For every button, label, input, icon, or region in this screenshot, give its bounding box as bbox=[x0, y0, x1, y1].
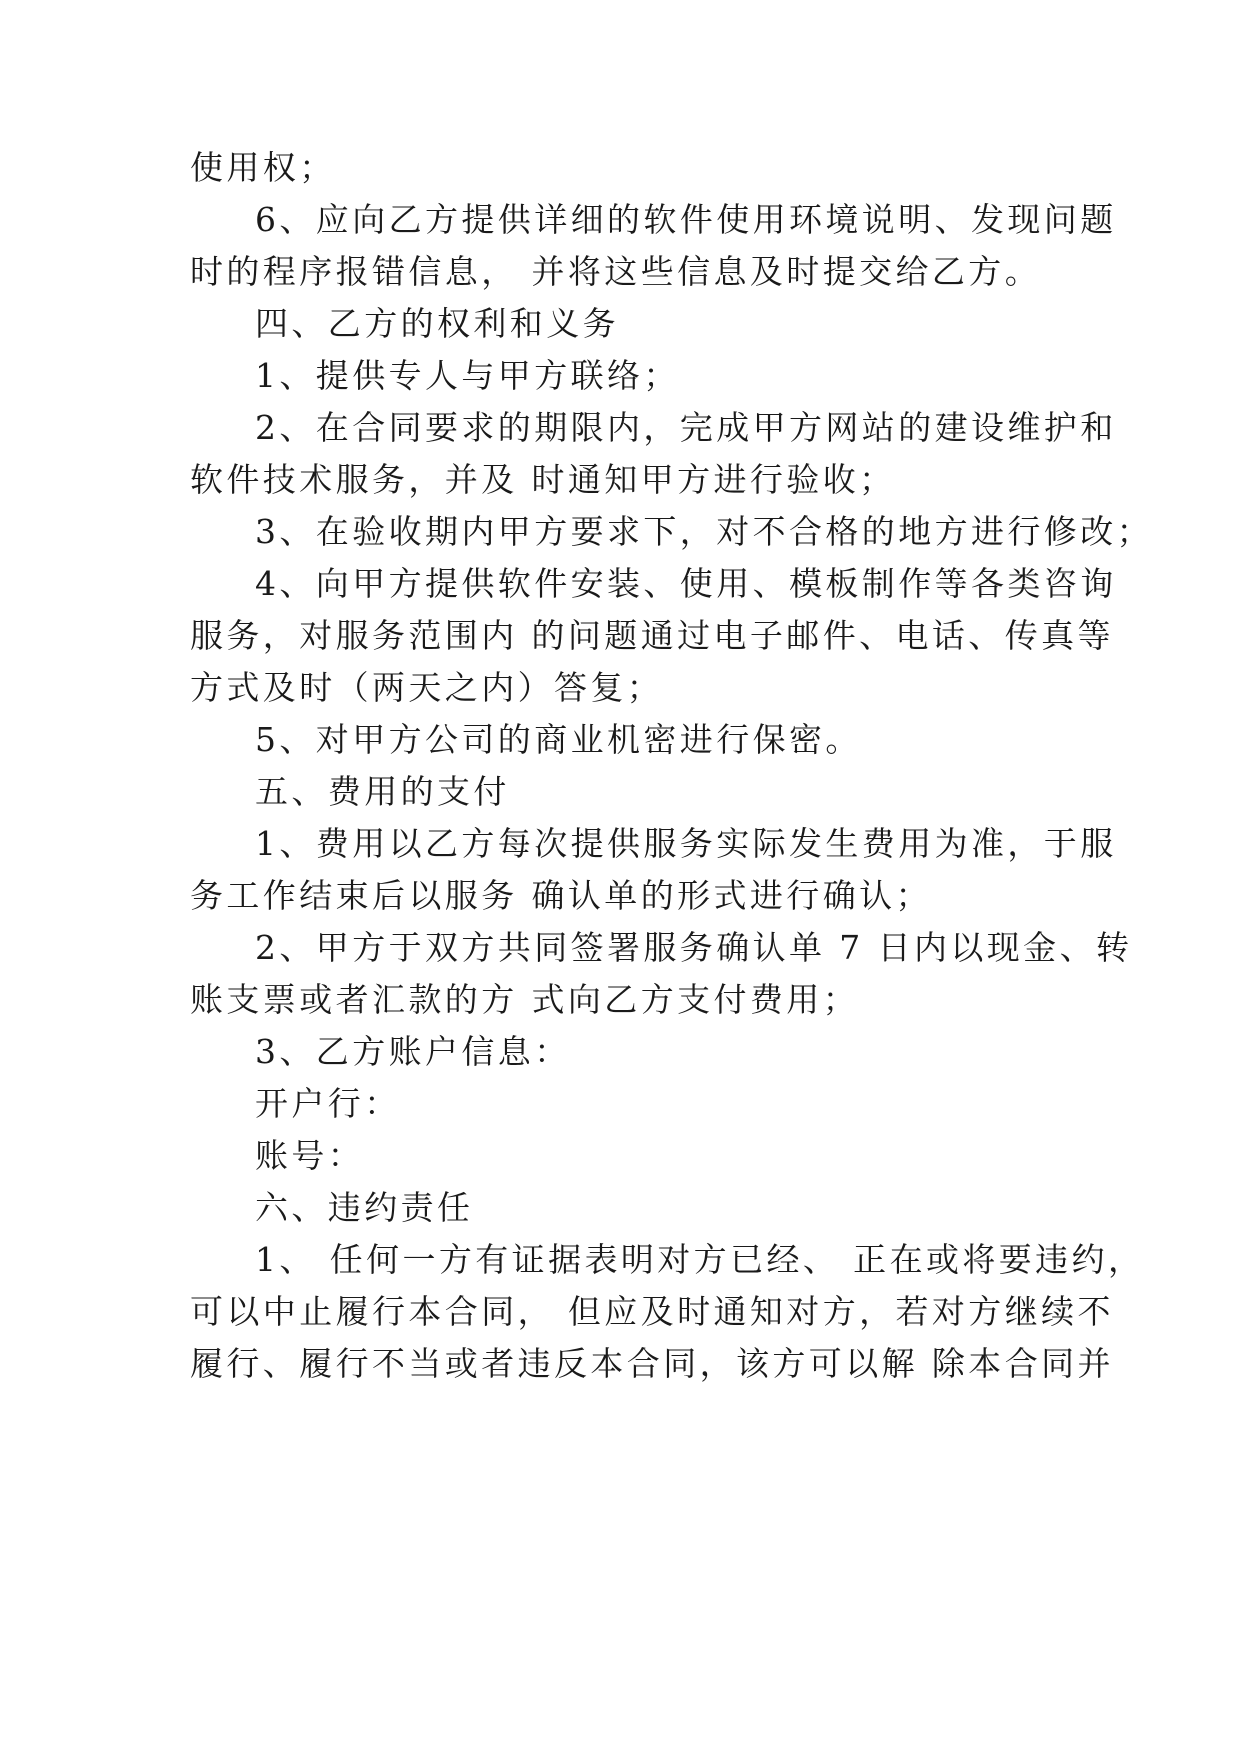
text-line: 2、在合同要求的期限内，完成甲方网站的建设维护和 bbox=[255, 408, 1117, 447]
bank-label: 开户行： bbox=[255, 1084, 401, 1123]
text-line: 1、费用以乙方每次提供服务实际发生费用为准，于服 bbox=[255, 824, 1117, 863]
text-line: 账支票或者汇款的方 式向乙方支付费用； bbox=[190, 980, 860, 1019]
text-line: 服务，对服务范围内 的问题通过电子邮件、电话、传真等 bbox=[190, 616, 1114, 655]
text-line: 1、提供专人与甲方联络； bbox=[255, 356, 680, 395]
text-line: 4、向甲方提供软件安装、使用、模板制作等各类咨询 bbox=[255, 564, 1117, 603]
text-line: 3、在验收期内甲方要求下，对不合格的地方进行修改； bbox=[255, 512, 1153, 551]
text-line: 软件技术服务，并及 时通知甲方进行验收； bbox=[190, 460, 896, 499]
text-line: 务工作结束后以服务 确认单的形式进行确认； bbox=[190, 876, 932, 915]
text-line: 时的程序报错信息， 并将这些信息及时提交给乙方。 bbox=[190, 252, 1042, 291]
text-line: 可以中止履行本合同， 但应及时通知对方，若对方继续不 bbox=[190, 1292, 1114, 1331]
text-line: 1、 任何一方有证据表明对方已经、 正在或将要违约， bbox=[255, 1240, 1145, 1279]
text-line: 3、乙方账户信息： bbox=[255, 1032, 571, 1071]
section-heading: 五、费用的支付 bbox=[255, 772, 510, 811]
text-line: 2、甲方于双方共同签署服务确认单 7 日内以现金、转 bbox=[255, 928, 1133, 967]
text-line: 方式及时（两天之内）答复； bbox=[190, 668, 664, 707]
section-heading: 六、违约责任 bbox=[255, 1188, 474, 1227]
text-line: 使用权； bbox=[190, 148, 336, 187]
text-line: 履行、履行不当或者违反本合同，该方可以解 除本合同并 bbox=[190, 1344, 1114, 1383]
text-line: 5、对甲方公司的商业机密进行保密。 bbox=[255, 720, 862, 759]
text-line: 6、应向乙方提供详细的软件使用环境说明、发现问题 bbox=[255, 200, 1117, 239]
account-label: 账号： bbox=[255, 1136, 365, 1175]
section-heading: 四、乙方的权利和义务 bbox=[255, 304, 619, 343]
